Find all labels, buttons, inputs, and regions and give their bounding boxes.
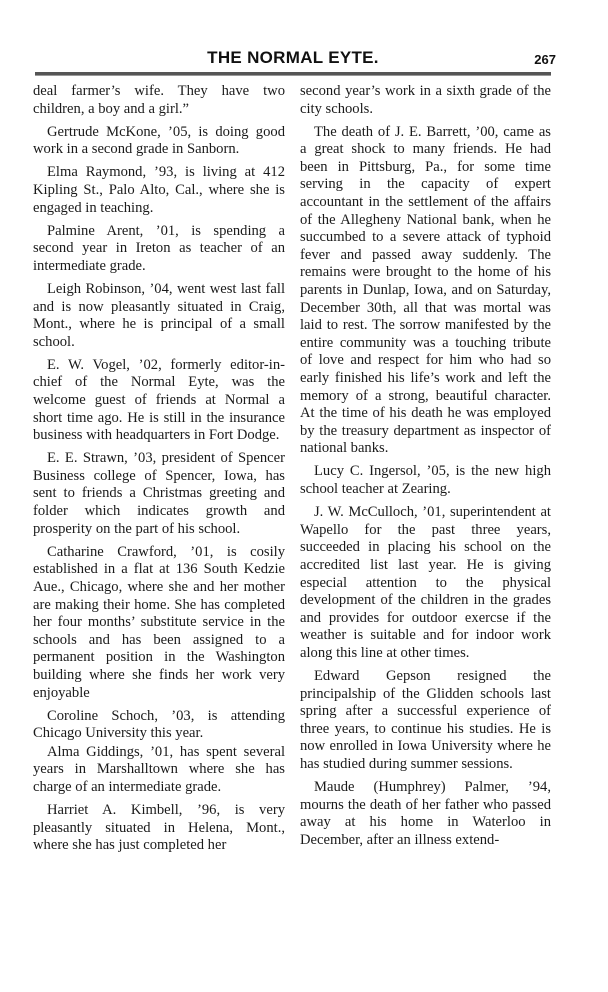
left-column (33, 83, 285, 860)
paragraph: Coroline Schoch, ’03, is attending Chicago University this year. (33, 707, 285, 742)
paragraph: E. E. Strawn, ’03, president of Spencer Business college of Spencer, Iowa, has sent to friends a Christmas greeting and folder which indicates growth and prosperity on the part of his school. (33, 450, 285, 537)
paragraph: Alma Giddings, ’01, has spent several years in Marshalltown where she has charge of an intermediate grade. (33, 743, 285, 795)
paragraph: Catharine Crawford, ’01, is cosily established in a flat at 136 South Kedzie Aue., Chicago, where she and her mother are making their home. She has completed her four months’ substitute service in the schools and has been assigned to a permanent position in the Washington building where she finds her work very enjoyable (33, 543, 285, 701)
paragraph: Edward Gepson resigned the principalship of the Glidden schools last spring after a successful experience of three years, to continue his studies. He is now enrolled in Iowa University where he has studied during summer sessions. (300, 668, 551, 772)
paragraph: Harriet A. Kimbell, ’96, is very pleasantly situated in Helena, Mont., where she has just completed her (33, 802, 285, 854)
paragraph: E. W. Vogel, ’02, formerly editor-in-chief of the Normal Eyte, was the welcome guest of friends at Normal a short time ago. He is still in the insurance business with headquarters in Fort Dodge. (33, 356, 285, 444)
page-header (34, 48, 556, 70)
page-title: THE NORMAL EYTE. (207, 48, 379, 67)
paragraph: Leigh Robinson, ’04, went west last fall and is now pleasantly situated in Craig, Mont., where he is principal of a small school. (33, 280, 285, 350)
paragraph: Maude (Humphrey) Palmer, ’94, mourns the death of her father who passed away at his home in Waterloo in December, after an illness extend- (300, 779, 551, 848)
paragraph: The death of J. E. Barrett, ’00, came as a great shock to many friends. He had been in Pittsburg, Pa., for some time serving in the capacity of expert accountant in the settlement of the affairs of the Allegheny National bank, when he succumbed to a severe attack of typhoid fever and passed away suddenly. The remains were brought to the home of his parents in Dunlap, Iowa, and on Saturday, December 30th, all that was mortal was laid to rest. The sorrow manifested by the entire community was a touching tribute of love and respect for him who had so early finished his life’s work and left the memory of a strong, beautiful character. At the time of his death he was employed by the treasury department as inspector of national banks. (300, 123, 551, 457)
paragraph: deal farmer’s wife. They have two children, a boy and a girl.” (33, 83, 285, 117)
paragraph: Elma Raymond, ’93, is living at 412 Kipling St., Palo Alto, Cal., where she is engaged in teaching. (33, 164, 285, 216)
paragraph: J. W. McCulloch, ’01, superintendent at Wapello for the past three years, succeeded in placing his school on the accredited list last year. He is giving especial attention to the physical development of the children in the grades and provides for outdoor exercse if the weather is suitable and for indoor work along this line at other times. (300, 504, 551, 661)
paragraph: Palmine Arent, ’01, is spending a second year in Ireton as teacher of an intermediate grade. (33, 222, 285, 274)
paragraph: second year’s work in a sixth grade of the city schools. (300, 83, 551, 117)
paragraph: Gertrude McKone, ’05, is doing good work in a second grade in Sanborn. (33, 123, 285, 158)
paragraph: Lucy C. Ingersol, ’05, is the new high school teacher at Zearing. (300, 463, 551, 498)
right-column (300, 83, 551, 855)
page-number: 267 (534, 52, 556, 67)
header-rule (35, 72, 551, 76)
